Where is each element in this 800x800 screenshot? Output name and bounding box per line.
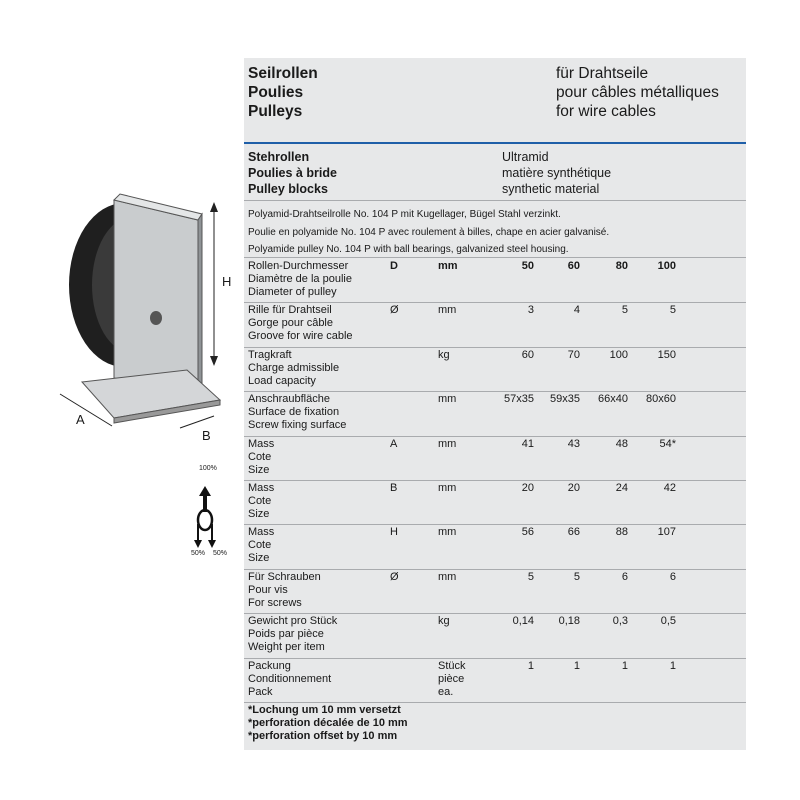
row-symbol: H — [390, 526, 398, 539]
type-en: Pulley blocks — [248, 182, 328, 196]
description-en: Polyamide pulley No. 104 P with ball bearings, galvanized steel housing. — [248, 244, 569, 255]
row-unit: Stück pièce ea. — [438, 659, 466, 698]
description-de: Polyamid-Drahtseilrolle No. 104 P mit Kugellager, Bügel Stahl verzinkt. — [248, 209, 561, 220]
row-unit: mm — [438, 482, 457, 494]
row-value: 1 — [669, 659, 676, 672]
load-left-label: 50% — [191, 550, 206, 557]
row-value: 1 — [573, 659, 580, 672]
subtitle-de: für Drahtseile — [556, 65, 649, 82]
row-divider — [244, 569, 746, 570]
dimension-a-label: A — [76, 412, 85, 427]
row-divider — [244, 347, 746, 348]
row-value: 20 — [567, 482, 580, 494]
row-value: 50 — [521, 260, 534, 272]
row-value: 100 — [657, 260, 676, 272]
row-value: 1 — [527, 659, 534, 672]
spec-row — [244, 480, 746, 524]
footnote-en: *perforation offset by 10 mm — [248, 730, 398, 742]
row-label: Mass Cote Size — [248, 437, 275, 476]
table-bottom-rule — [244, 702, 746, 703]
dimension-h-label: H — [222, 274, 232, 289]
material-en: synthetic material — [502, 182, 600, 196]
spec-row — [244, 347, 746, 391]
row-unit: mm — [438, 393, 457, 406]
row-unit: mm — [438, 570, 457, 583]
axle — [150, 311, 162, 325]
footnote-fr: *perforation décalée de 10 mm — [248, 717, 408, 729]
row-value: 5 — [573, 570, 580, 583]
spec-panel — [244, 58, 746, 750]
row-label: Rollen-Durchmesser Diamètre de la poulie Diameter of pulley — [248, 260, 352, 298]
type-fr: Poulies à bride — [248, 166, 337, 180]
row-value: 20 — [521, 482, 534, 494]
row-value: 0,5 — [660, 615, 676, 628]
row-label: Anschraubfläche Surface de fixation Screw fixing surface — [248, 393, 347, 432]
spec-row — [244, 658, 746, 702]
title-en: Pulleys — [248, 103, 303, 120]
row-value: 56 — [521, 526, 534, 539]
row-value: 150 — [657, 348, 676, 361]
row-label: Mass Cote Size — [248, 482, 275, 520]
title-fr: Poulies — [248, 84, 304, 101]
row-divider — [244, 613, 746, 614]
description-fr: Poulie en polyamide No. 104 P avec roulement à billes, chape en acier galvanisé. — [248, 226, 610, 238]
load-right-label: 50% — [213, 550, 228, 557]
accent-rule — [244, 142, 746, 144]
row-divider — [244, 480, 746, 481]
row-value: 5 — [669, 304, 676, 317]
row-unit: kg — [438, 615, 450, 628]
load-distribution-icon — [185, 462, 235, 562]
row-unit: mm — [438, 437, 457, 450]
row-unit: mm — [438, 304, 457, 317]
row-value: 59x35 — [550, 393, 580, 406]
subtitle-en: for wire cables — [556, 103, 656, 120]
row-value: 60 — [521, 348, 534, 361]
subtitle-fr: pour câbles métalliques — [556, 84, 719, 101]
type-de: Stehrollen — [248, 150, 310, 164]
type-block — [244, 145, 746, 202]
row-label: Packung Conditionnement Pack — [248, 659, 332, 698]
spec-row — [244, 569, 746, 613]
product-description — [248, 206, 609, 259]
row-value: 4 — [573, 304, 580, 317]
row-value: 66x40 — [598, 393, 628, 406]
row-value: 54* — [659, 437, 676, 450]
spec-row — [244, 302, 746, 346]
row-value: 60 — [567, 260, 580, 272]
row-divider — [244, 524, 746, 525]
row-value: 1 — [621, 659, 628, 672]
dimension-b-label: B — [202, 428, 211, 443]
row-value: 3 — [527, 304, 534, 317]
row-value: 5 — [621, 304, 628, 317]
spec-row — [244, 436, 746, 480]
row-value: 6 — [669, 570, 676, 583]
row-value: 88 — [615, 526, 628, 539]
row-divider — [244, 436, 746, 437]
row-unit: mm — [438, 526, 457, 539]
pulley-drawing — [52, 190, 232, 450]
footnote-de: *Lochung um 10 mm versetzt — [248, 704, 401, 716]
row-value: 100 — [609, 348, 628, 361]
title-block — [244, 58, 746, 142]
row-value: 0,18 — [558, 615, 580, 628]
row-label: Tragkraft Charge admissible Load capacity — [248, 348, 340, 387]
row-label: Gewicht pro Stück Poids par pièce Weight per item — [248, 615, 338, 654]
row-value: 57x35 — [504, 393, 534, 406]
spec-row — [244, 524, 746, 568]
spec-row — [244, 391, 746, 435]
row-unit: kg — [438, 348, 450, 361]
row-symbol: Ø — [390, 570, 399, 583]
row-label: Für Schrauben Pour vis For screws — [248, 570, 321, 609]
row-divider — [244, 391, 746, 392]
row-symbol: D — [390, 260, 398, 272]
row-value: 0,14 — [512, 615, 534, 628]
row-divider — [244, 302, 746, 303]
steel-housing — [114, 200, 198, 395]
row-symbol: A — [390, 437, 398, 450]
spec-row — [244, 258, 746, 302]
material-fr: matière synthétique — [502, 166, 612, 180]
row-value: 24 — [615, 482, 628, 494]
row-value: 5 — [527, 570, 534, 583]
row-value: 70 — [567, 348, 580, 361]
row-label: Rille für Drahtseil Gorge pour câble Groove for wire cable — [248, 304, 353, 343]
row-value: 80 — [615, 260, 628, 272]
row-divider — [244, 658, 746, 659]
row-value: 42 — [663, 482, 676, 494]
title-de: Seilrollen — [248, 65, 318, 82]
row-value: 0,3 — [612, 615, 628, 628]
row-value: 41 — [521, 437, 534, 450]
row-value: 66 — [567, 526, 580, 539]
row-label: Mass Cote Size — [248, 526, 275, 565]
row-value: 107 — [657, 526, 676, 539]
material-de: Ultramid — [502, 150, 549, 164]
footnotes — [248, 704, 408, 743]
row-value: 43 — [567, 437, 580, 450]
row-symbol: B — [390, 482, 398, 494]
load-top-label: 100% — [199, 465, 217, 472]
row-value: 48 — [615, 437, 628, 450]
row-symbol: Ø — [390, 304, 399, 317]
row-unit: mm — [438, 260, 458, 272]
row-value: 6 — [621, 570, 628, 583]
row-value: 80x60 — [646, 393, 676, 406]
spec-row — [244, 613, 746, 657]
